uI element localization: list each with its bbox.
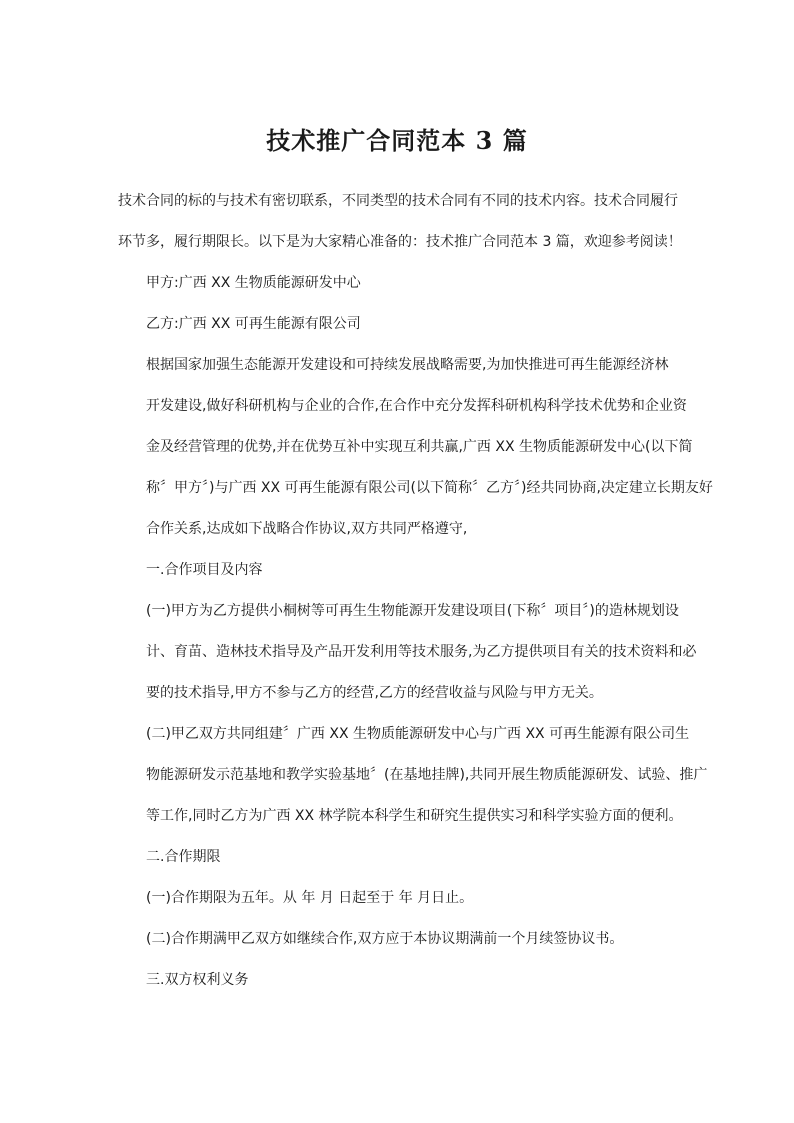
paragraph-line: 物能源研发示范基地和教学实验基地〞(在基地挂牌),共同开展生物质能源研发、试验、推广 [146, 767, 708, 783]
paragraph-line: 称〞甲方〞)与广西 XX 可再生能源有限公司(以下简称〞乙方〞)经共同协商,决定建立长期友好 [146, 480, 713, 496]
paragraph-line: 三.双方权利义务 [146, 972, 249, 988]
document-title: 技术推广合同范本 3 篇 [266, 126, 528, 155]
paragraph-line: 一.合作项目及内容 [146, 562, 263, 578]
paragraph-line: 金及经营管理的优势,并在优势互补中实现互利共赢,广西 XX 生物质能源研发中心(以下简 [146, 439, 693, 455]
paragraph [118, 960, 676, 1001]
paragraph [118, 550, 676, 591]
paragraph-line: 环节多，履行期限长。以下是为大家精心准备的：技术推广合同范本 3 篇，欢迎参考阅读！ [118, 234, 682, 250]
paragraph-line: 根据国家加强生态能源开发建设和可持续发展战略需要,为加快推进可再生能源经济林 [146, 357, 669, 373]
paragraph [118, 181, 682, 263]
paragraph [118, 919, 676, 960]
paragraph [118, 837, 676, 878]
paragraph-line: 技术合同的标的与技术有密切联系，不同类型的技术合同有不同的技术内容。技术合同履行 [118, 193, 678, 209]
paragraph [118, 263, 676, 304]
paragraph [118, 878, 676, 919]
paragraph-line: (一)合作期限为五年。从 年 月 日起至于 年 月日止。 [146, 890, 474, 906]
paragraph-line: 合作关系,达成如下战略合作协议,双方共同严格遵守, [146, 521, 468, 537]
paragraph [118, 591, 697, 714]
paragraph-line: 要的技术指导,甲方不参与乙方的经营,乙方的经营收益与风险与甲方无关。 [146, 685, 603, 701]
paragraph-line: 等工作,同时乙方为广西 XX 林学院本科学生和研究生提供实习和科学实验方面的便利。 [146, 808, 683, 824]
paragraph [118, 304, 676, 345]
paragraph-line: 二.合作期限 [146, 849, 221, 865]
document-body [118, 181, 713, 1001]
paragraph-line: (一)甲方为乙方提供小桐树等可再生生物能源开发建设项目(下称〞项目〞)的造林规划设 [146, 603, 679, 619]
paragraph-line: 计、育苗、造林技术指导及产品开发利用等技术服务,为乙方提供项目有关的技术资料和必 [146, 644, 697, 660]
paragraph-line: 甲方:广西 XX 生物质能源研发中心 [146, 275, 361, 291]
paragraph-line: (二)甲乙双方共同组建〞广西 XX 生物质能源研发中心与广西 XX 可再生能源有限公司生 [146, 726, 690, 742]
paragraph-line: (二)合作期满甲乙双方如继续合作,双方应于本协议期满前一个月续签协议书。 [146, 931, 624, 947]
paragraph-line: 乙方:广西 XX 可再生能源有限公司 [146, 316, 361, 332]
paragraph-line: 开发建设,做好科研机构与企业的合作,在合作中充分发挥科研机构科学技术优势和企业资 [146, 398, 687, 414]
paragraph [118, 345, 713, 550]
paragraph [118, 714, 708, 837]
